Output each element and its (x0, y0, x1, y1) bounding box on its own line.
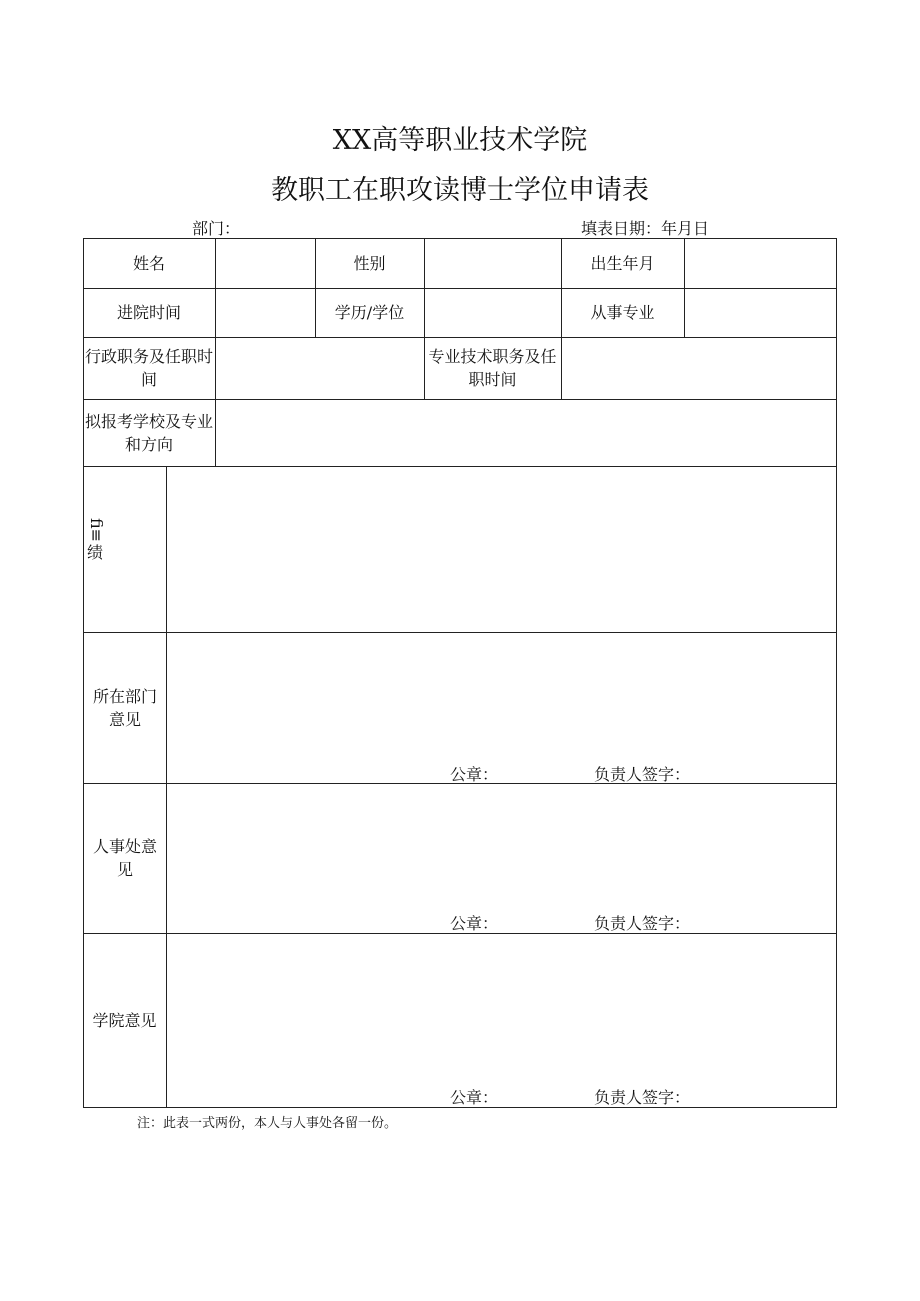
form-title: 教职工在职攻读博士学位申请表 (271, 175, 649, 206)
dept-opinion-label: 所在部门意见 (92, 686, 157, 729)
footer-note: 注：此表一式两份，本人与人事处各留一份。 (137, 1116, 398, 1131)
join-date-label: 进院时间 (116, 303, 181, 322)
department-label: 部门： (192, 219, 241, 238)
performance-label-top: fi≡ (87, 518, 106, 543)
dept-seal-label: 公章： (450, 765, 499, 784)
hr-opinion-field[interactable] (166, 783, 837, 933)
name-field[interactable] (215, 238, 315, 288)
college-opinion-label: 学院意见 (92, 1011, 157, 1030)
date-label: 填表日期：年月日 (581, 219, 710, 238)
hr-signature-label: 负责人签字： (594, 914, 691, 933)
hr-seal-label: 公章： (450, 914, 499, 933)
tech-post-label: 专业技术职务及任职时间 (428, 347, 557, 389)
major-field[interactable] (684, 288, 837, 337)
performance-label-bottom: 绩 (87, 543, 104, 563)
gender-label: 性别 (353, 253, 386, 273)
join-date-field[interactable] (215, 288, 315, 337)
dept-signature-label: 负责人签字： (594, 765, 691, 784)
dept-opinion-field[interactable] (166, 632, 837, 783)
college-seal-label: 公章： (450, 1088, 499, 1107)
hr-opinion-label: 人事处意见 (92, 837, 157, 879)
performance-label (83, 466, 166, 632)
birth-date-field[interactable] (684, 238, 837, 288)
education-label: 学历/学位 (334, 303, 405, 322)
gender-field[interactable] (424, 238, 561, 288)
college-opinion-field[interactable] (166, 933, 837, 1108)
form-title-institution: XX高等职业技术学院 (332, 125, 588, 156)
performance-label-text (87, 518, 107, 562)
name-label: 姓名 (132, 253, 165, 273)
admin-post-field[interactable] (215, 337, 424, 399)
tech-post-field[interactable] (561, 337, 837, 399)
admin-post-label: 行政职务及任职时间 (85, 347, 214, 389)
target-school-field[interactable] (215, 399, 837, 466)
birth-date-label: 出生年月 (590, 253, 655, 273)
major-label: 从事专业 (590, 303, 655, 322)
target-school-label: 拟报考学校及专业和方向 (85, 411, 214, 454)
college-signature-label: 负责人签字： (594, 1088, 691, 1107)
application-form-table (83, 238, 837, 1108)
performance-field[interactable] (166, 466, 837, 632)
education-field[interactable] (424, 288, 561, 337)
